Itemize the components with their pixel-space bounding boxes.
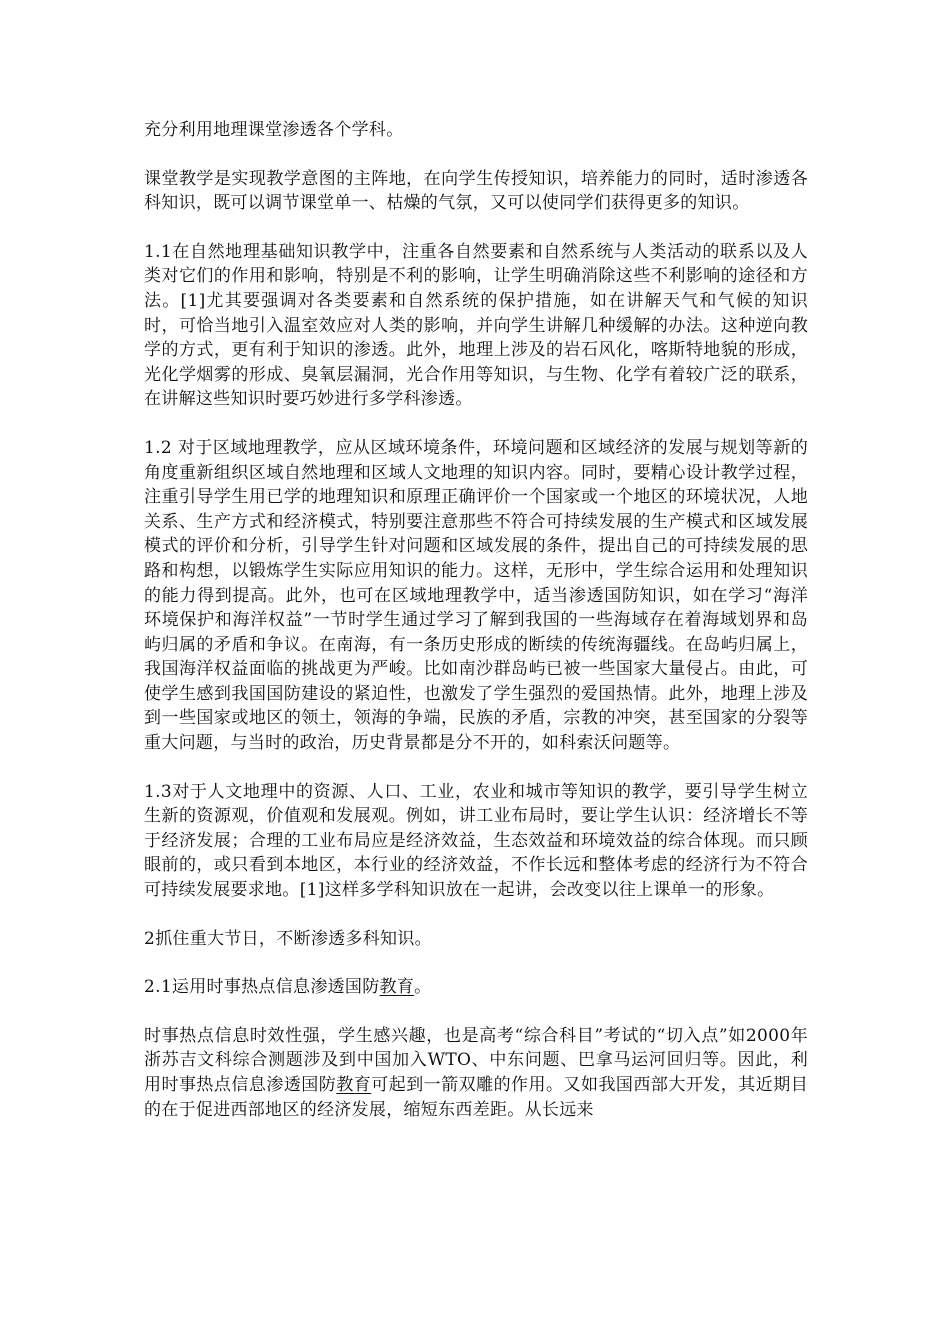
paragraph-3: 1.1在自然地理基础知识教学中，注重各自然要素和自然系统与人类活动的联系以及人类对它们的作用和影响，特别是不利的影响，让学生明确消除这些不利影响的途径和方法。[1]尤其要强调对各类要素和自然系统的保护措施，如在讲解天气和气候的知识时，可恰当地引入温室效应对人类的影响，并向学生讲解几种缓解的办法。这种逆向教学的方式，更有利于知识的渗透。此外，地理上涉及的岩石风化，喀斯特地貌的形成，光化学烟雾的形成、臭氧层漏洞，光合作用等知识，与生物、化学有着较广泛的联系，在讲解这些知识时要巧妙进行多学科渗透。 (144, 241, 808, 410)
education-link-2[interactable]: 教育 (336, 1075, 372, 1095)
paragraph-2: 课堂教学是实现教学意图的主阵地，在向学生传授知识，培养能力的同时，适时渗透各科知识，既可以调节课堂单一、枯燥的气氛，又可以使同学们获得更多的知识。 (144, 168, 808, 214)
paragraph-7-text: 2.1运用时事热点信息渗透国防 (144, 977, 380, 998)
paragraph-7 (144, 975, 808, 1000)
paragraph-1: 充分利用地理课堂渗透各个学科。 (144, 120, 404, 140)
paragraph-8-text-a: 时事热点信息时效性强，学生感兴趣，也是高考“综合科目”考试的“切入点”如2000年浙苏吉文科综合测题涉及到中国加入WTO、中东问题、巴拿马运河回归等。因此，利用时事热点信息渗透国防 (144, 1025, 808, 1095)
paragraph-7-end: 。 (414, 977, 432, 998)
paragraph-6: 2抓住重大节日，不断渗透多科知识。 (144, 928, 432, 949)
paragraph-5: 1.3对于人文地理中的资源、人口、工业，农业和城市等知识的教学，要引导学生树立生新的资源观，价值观和发展观。例如，讲工业布局时，要让学生认识：经济增长不等于经济发展；合理的工业布局应是经济效益，生态效益和环境效益的综合体现。而只顾眼前的，或只看到本地区，本行业的经济效益，不作长远和整体考虑的经济行为不符合可持续发展要求地。[1]这样多学科知识放在一起讲，会改变以往上课单一的形象。 (144, 781, 808, 901)
paragraph-8-text-b: 可起到一箭双雕的作用。又如我国西部大开发，其近期目的在于促进西部地区的经济发展，缩短东西差距。从长远来 (144, 1075, 808, 1120)
paragraph-4: 1.2 对于区域地理教学，应从区域环境条件，环境问题和区域经济的发展与规划等新的角度重新组织区域自然地理和区域人文地理的知识内容。同时，要精心设计教学过程，注重引导学生用已学的地理知识和原理正确评价一个国家或一个地区的环境状况，人地关系、生产方式和经济模式，特别要注意那些不符合可持续发展的生产模式和区域发展模式的评价和分析，引导学生针对问题和区域发展的条件，提出自己的可持续发展的思路和构想，以锻炼学生实际应用知识的能力。这样，无形中，学生综合运用和处理知识的能力得到提高。此外，也可在区域地理教学中，适当渗透国防知识，如在学习“海洋环境保护和海洋权益”一节时学生通过学习了解到我国的一些海域存在着海域划界和岛屿归属的矛盾和争议。在南海，有一条历史形成的断续的传统海疆线。在岛屿归属上，我国海洋权益面临的挑战更为严峻。比如南沙群岛屿已被一些国家大量侵占。由此，可使学生感到我国国防建设的紧迫性，也激发了学生强烈的爱国热情。此外，地理上涉及到一些国家或地区的领土，领海的争端，民族的矛盾，宗教的冲突，甚至国家的分裂等重大问题，与当时的政治，历史背景都是分不开的，如科索沃问题等。 (144, 437, 808, 754)
education-link[interactable]: 教育 (379, 977, 415, 998)
paragraph-8 (144, 1024, 808, 1122)
document-body (144, 118, 808, 1146)
